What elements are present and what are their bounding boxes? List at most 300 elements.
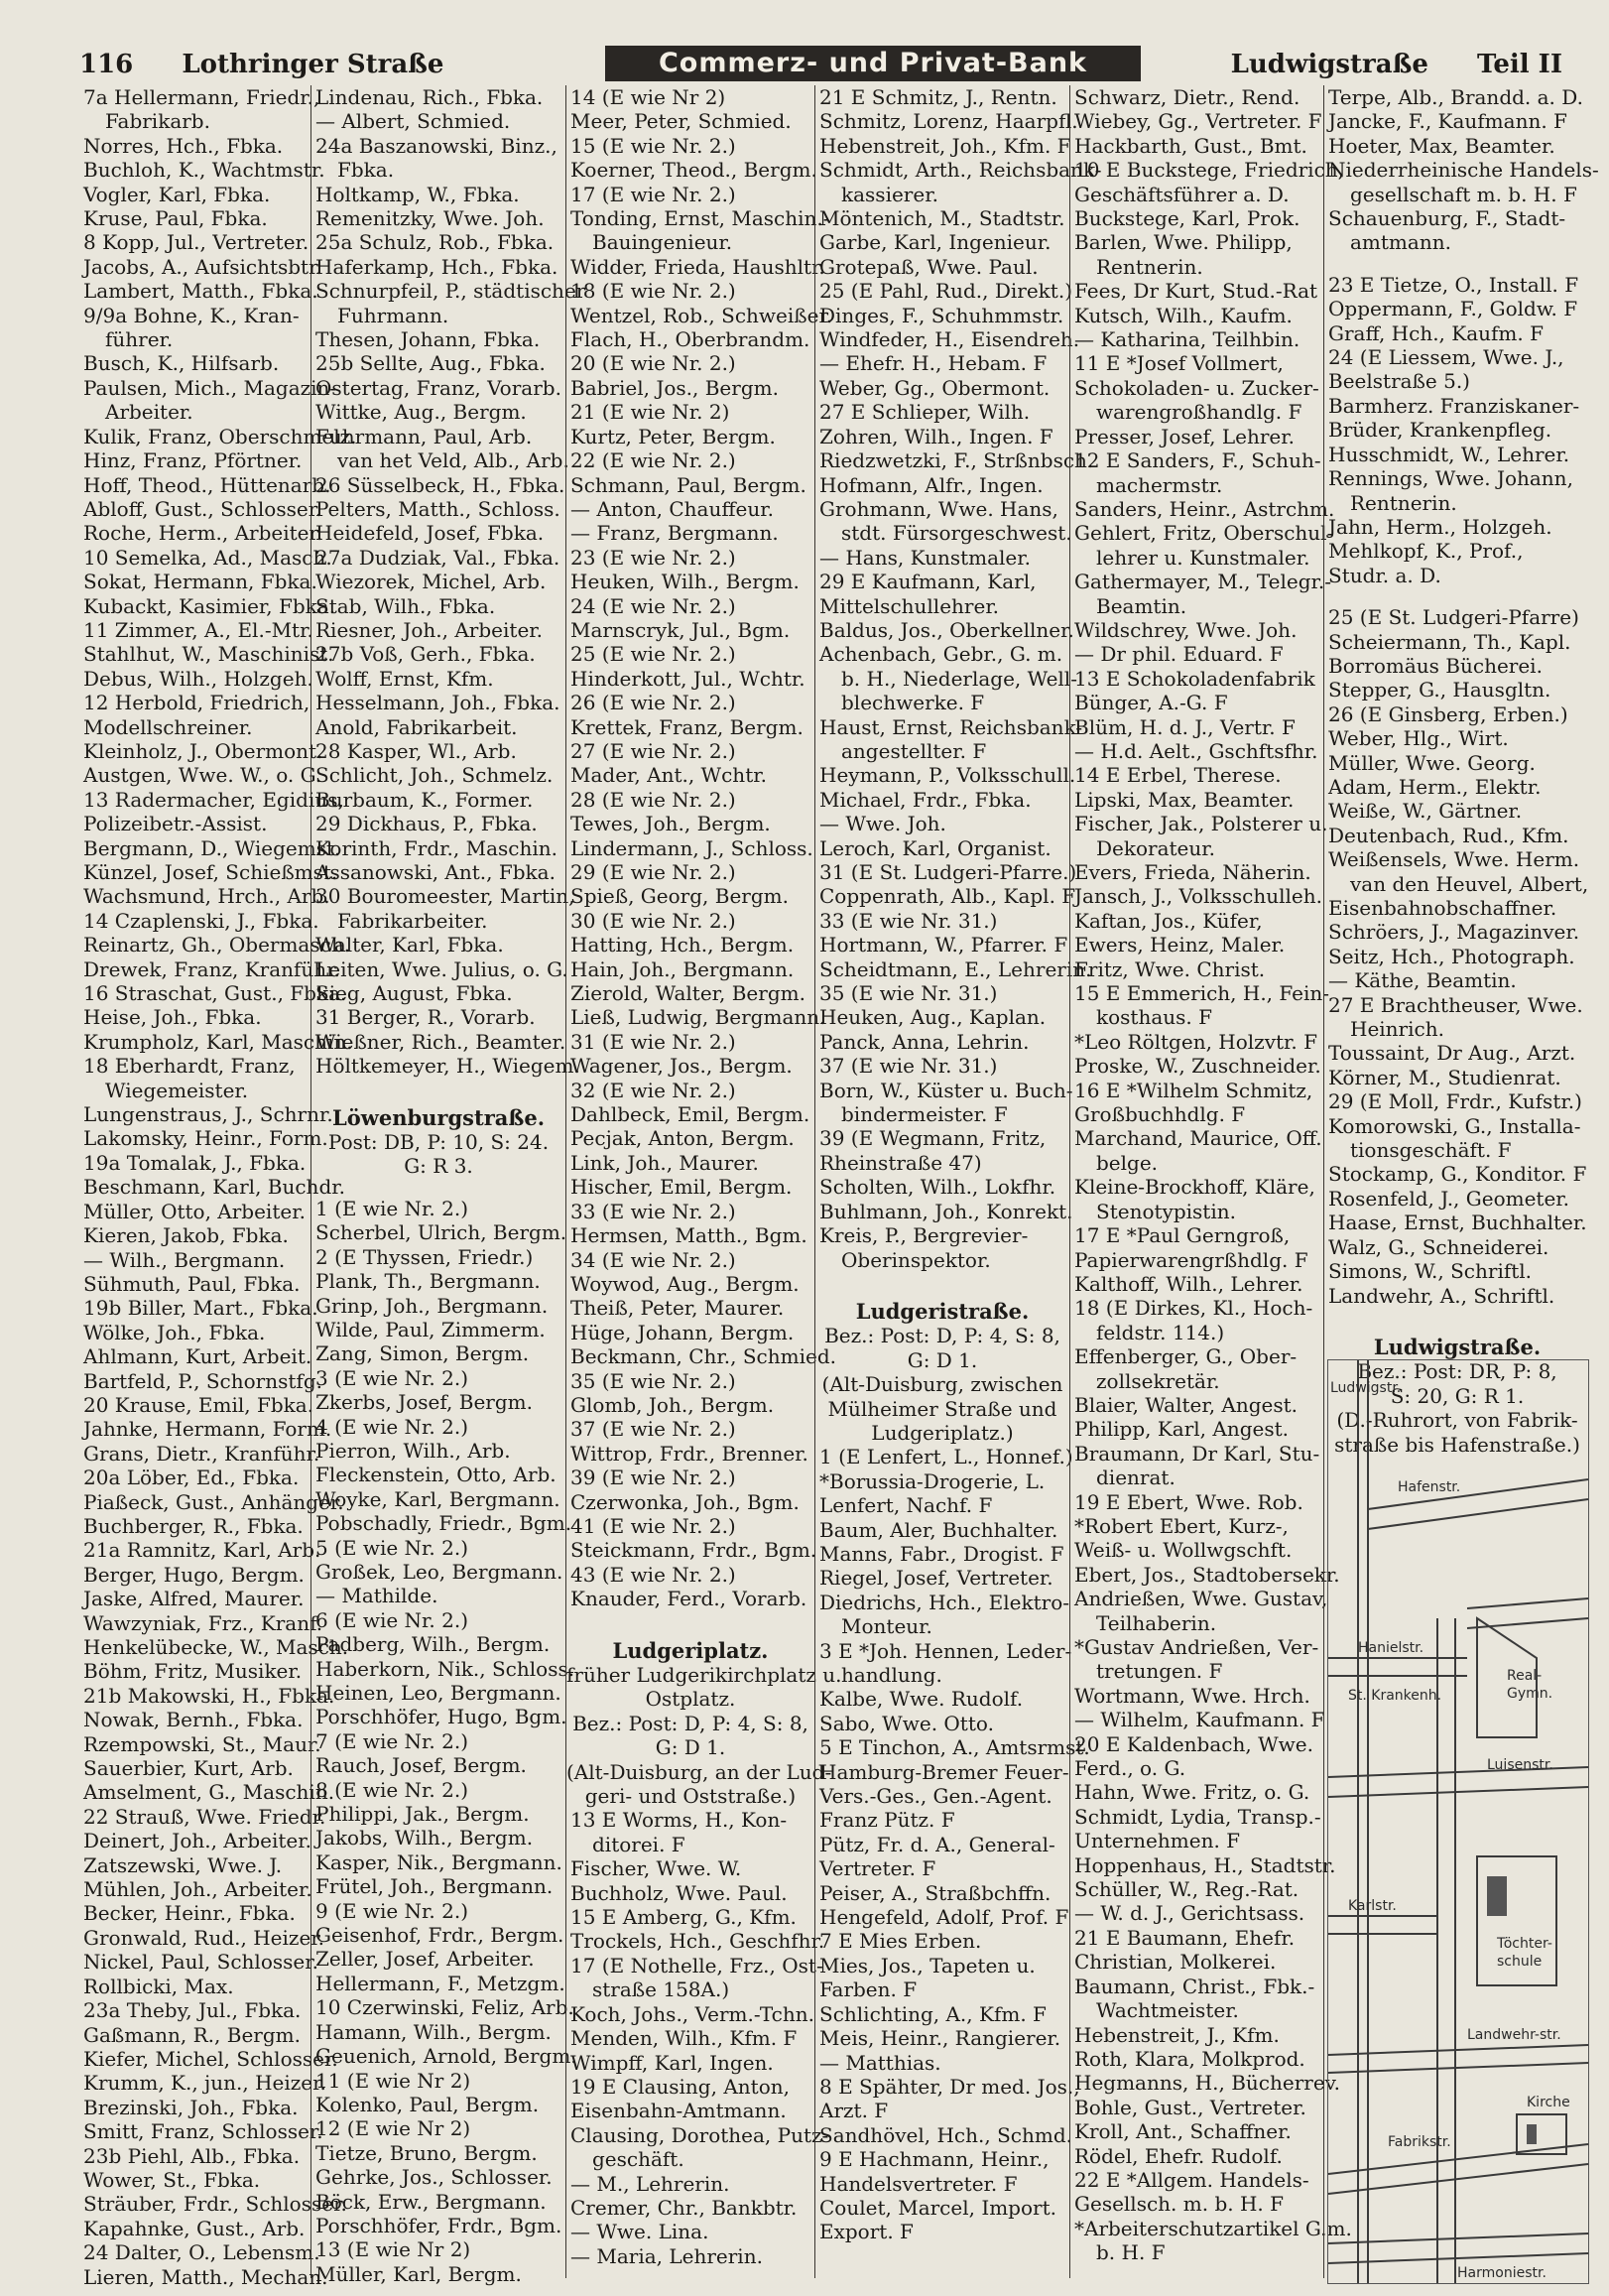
directory-entry: 30 Bouromeester, Martin, — [315, 884, 575, 909]
directory-entry: Riesner, Joh., Arbeiter. — [315, 617, 543, 642]
directory-entry: 23 E Tietze, O., Install. F — [1328, 272, 1579, 297]
directory-entry: Böhm, Fritz, Musiker. — [83, 1659, 303, 1684]
directory-entry: Hackbarth, Gust., Bmt. — [1074, 133, 1307, 158]
directory-entry: *Arbeiterschutzartikel G.m. — [1074, 2216, 1352, 2240]
directory-entry: Hamburg-Bremer Feuer- — [819, 1759, 1069, 1784]
directory-entry: kassierer. — [841, 182, 938, 206]
directory-entry: 7 (E wie Nr. 2.) — [315, 1728, 469, 1753]
directory-entry: Hebenstreit, Joh., Kfm. F — [819, 133, 1071, 158]
directory-entry: Wachsmund, Hrch., Arb. — [83, 884, 330, 909]
directory-entry: Proske, W., Zuschneider. — [1074, 1054, 1321, 1079]
page-header — [79, 46, 1562, 85]
directory-entry: Lambert, Matth., Fbka. — [83, 279, 318, 304]
directory-entry: 31 (E wie Nr. 2.) — [570, 1029, 736, 1054]
directory-entry: dienrat. — [1096, 1466, 1176, 1490]
directory-entry: Hebenstreit, J., Kfm. — [1074, 2022, 1280, 2047]
directory-entry: Geisenhof, Frdr., Bergm. — [315, 1923, 564, 1948]
directory-entry: Dinges, F., Schuhmmstr. — [819, 303, 1064, 327]
directory-entry: Roche, Herm., Arbeiter. — [83, 521, 323, 546]
directory-entry: 14 (E wie Nr 2) — [570, 85, 726, 109]
directory-entry: Pierron, Wilh., Arb. — [315, 1438, 511, 1463]
directory-entry: tretungen. F — [1096, 1659, 1223, 1684]
directory-entry: Busch, K., Hilfsarb. — [83, 351, 280, 376]
directory-entry: — Wwe. Joh. — [819, 812, 946, 836]
directory-entry: Gaßmann, R., Bergm. — [83, 2022, 301, 2047]
directory-entry: Frütel, Joh., Bergmann. — [315, 1874, 554, 1899]
directory-entry: Porschhöfer, Hugo, Bgm. — [315, 1705, 567, 1729]
directory-entry: Eisenbahnobschaffner. — [1328, 896, 1557, 920]
directory-entry: Hüge, Johann, Bergm. — [570, 1320, 795, 1344]
directory-entry: — Wilh., Bergmann. — [83, 1247, 286, 1272]
directory-entry: Barlen, Wwe. Philipp, — [1074, 230, 1293, 255]
directory-entry: 2 (E Thyssen, Friedr.) — [315, 1244, 534, 1269]
column-3 — [565, 85, 842, 2278]
directory-entry: 23a Theby, Jul., Fbka. — [83, 1998, 302, 2023]
street-heading: Ludgeriplatz. — [612, 1637, 769, 1663]
directory-entry: Rzempowski, St., Maur. — [83, 1731, 321, 1756]
directory-entry: führer. — [105, 327, 174, 352]
directory-entry: Gehlert, Fritz, Oberschul- — [1074, 521, 1334, 546]
directory-entry: Evers, Frieda, Näherin. — [1074, 860, 1311, 884]
directory-entry: Walz, G., Schneiderei. — [1328, 1234, 1549, 1259]
directory-entry: Schlicht, Joh., Schmelz. — [315, 763, 554, 788]
directory-entry: Hinderkott, Jul., Wchtr. — [570, 666, 805, 691]
directory-entry: bindermeister. F — [841, 1102, 1008, 1127]
directory-entry: Sieg, August, Fbka. — [315, 981, 513, 1006]
directory-entry: 31 Berger, R., Vorarb. — [315, 1005, 536, 1030]
directory-entry: Niederrheinische Handels- — [1328, 158, 1599, 183]
directory-entry: Peiser, A., Straßbchffn. — [819, 1880, 1052, 1905]
street-info: (Alt-Duisburg, an der Lud- — [566, 1759, 832, 1784]
map-label-schule: schule — [1497, 1954, 1543, 1970]
directory-entry: Mittelschullehrer. — [819, 593, 1000, 618]
directory-entry: Achenbach, Gebr., G. m. — [819, 642, 1063, 667]
directory-entry: tionsgeschäft. F — [1350, 1138, 1512, 1163]
directory-entry: Fritz, Wwe. Christ. — [1074, 957, 1266, 981]
directory-entry: Geschäftsführer a. D. — [1074, 182, 1290, 206]
directory-entry: *Borussia-Drogerie, L. — [819, 1468, 1046, 1493]
directory-entry: 12 Herbold, Friedrich, — [83, 691, 310, 715]
directory-entry: Hinz, Franz, Pförtner. — [83, 448, 303, 473]
directory-entry: Fabrikarbeiter. — [337, 908, 488, 933]
directory-entry: Buhlmann, Joh., Konrekt. — [819, 1199, 1073, 1223]
directory-entry: Hermsen, Matth., Bgm. — [570, 1223, 807, 1248]
directory-entry: Buckstege, Karl, Prok. — [1074, 206, 1300, 231]
directory-entry: Remenitzky, Wwe. Joh. — [315, 206, 545, 231]
directory-entry: 39 (E wie Nr. 2.) — [570, 1466, 736, 1490]
directory-entry: 18 (E Dirkes, Kl., Hoch- — [1074, 1296, 1313, 1321]
directory-entry: Höltkemeyer, H., Wiegem. — [315, 1054, 580, 1079]
directory-entry: Hoppenhaus, H., Stadtstr. — [1074, 1852, 1336, 1877]
directory-entry: 35 (E wie Nr. 2.) — [570, 1368, 736, 1393]
directory-entry: stdt. Fürsorgeschwest. — [841, 521, 1072, 546]
directory-entry: Arbeiter. — [105, 400, 193, 425]
directory-entry: Dekorateur. — [1096, 835, 1215, 860]
directory-entry: 19 E Ebert, Wwe. Rob. — [1074, 1489, 1303, 1514]
directory-entry: 19b Biller, Mart., Fbka. — [83, 1296, 318, 1321]
directory-entry: Brüder, Krankenpfleg. — [1328, 418, 1552, 443]
directory-entry: 17 E *Paul Gerngroß, — [1074, 1223, 1291, 1248]
directory-entry: 3 (E wie Nr. 2.) — [315, 1365, 469, 1390]
directory-entry: Franz Pütz. F — [819, 1808, 955, 1833]
directory-entry: Hesselmann, Joh., Fbka. — [315, 691, 560, 715]
part-label: Teil II — [1476, 50, 1562, 79]
directory-entry: 18 (E wie Nr. 2.) — [570, 279, 736, 304]
directory-entry: 20 Krause, Emil, Fbka. — [83, 1392, 314, 1417]
directory-entry: Fuhrmann. — [337, 303, 449, 327]
directory-entry: Teilhaberin. — [1096, 1610, 1217, 1635]
directory-entry: *Gustav Andrießen, Ver- — [1074, 1635, 1319, 1659]
directory-entry: Scheidtmann, E., Lehrerin. — [819, 957, 1092, 981]
directory-entry: Schmidt, Arth., Reichsbank- — [819, 158, 1102, 183]
directory-entry: machermstr. — [1096, 472, 1223, 497]
directory-entry: Hegmanns, H., Bücherrev. — [1074, 2071, 1340, 2096]
directory-entry: Plank, Th., Bergmann. — [315, 1269, 541, 1294]
directory-entry: Austgen, Wwe. W., o. G. — [83, 763, 322, 788]
directory-entry: Fbka. — [337, 158, 395, 183]
directory-entry: — Wilhelm, Kaufmann. F — [1074, 1708, 1325, 1732]
directory-entry: Gehrke, Jos., Schlosser. — [315, 2165, 553, 2190]
directory-entry: Handelsvertreter. F — [819, 2171, 1018, 2196]
directory-entry: 10 Czerwinski, Feliz, Arb. — [315, 1995, 574, 2020]
directory-entry: Anold, Fabrikarbeit. — [315, 714, 518, 739]
directory-entry: 19a Tomalak, J., Fbka. — [83, 1150, 307, 1175]
directory-entry: Babriel, Jos., Bergm. — [570, 375, 779, 400]
map-label-hafenstr: Hafenstr. — [1398, 1479, 1461, 1495]
directory-entry: 22 E *Allgem. Handels- — [1074, 2167, 1309, 2192]
directory-entry: 19 E Clausing, Anton, — [570, 2074, 790, 2099]
directory-entry: Terpe, Alb., Brandd. a. D. — [1328, 85, 1583, 109]
directory-entry: Rentnerin. — [1350, 490, 1457, 515]
directory-entry: Kleinholz, J., Obermont. — [83, 738, 323, 763]
directory-entry: Weiße, W., Gärtner. — [1328, 799, 1523, 824]
directory-entry: 21 E Baumann, Ehefr. — [1074, 1925, 1296, 1950]
directory-entry: Hahn, Wwe. Fritz, o. G. — [1074, 1780, 1310, 1805]
directory-entry: 29 (E Moll, Frdr., Kufstr.) — [1328, 1089, 1582, 1114]
map-label-luisenstr: Luisenstr. — [1487, 1757, 1553, 1773]
directory-entry: Oberinspektor. — [841, 1247, 991, 1272]
spacer — [566, 1611, 814, 1629]
directory-entry: warengroßhandlg. F — [1096, 400, 1302, 425]
directory-entry: — Maria, Lehrerin. — [570, 2243, 763, 2268]
directory-entry: ditorei. F — [592, 1832, 685, 1856]
directory-entry: 6 (E wie Nr. 2.) — [315, 1607, 469, 1632]
directory-entry: Paulsen, Mich., Magazin- — [83, 375, 337, 400]
spacer — [815, 1272, 1069, 1290]
directory-entry: Buchloh, K., Wachtmstr. — [83, 158, 325, 183]
directory-entry: 23b Piehl, Alb., Fbka. — [83, 2143, 301, 2168]
map-label-gymn: Gymn. — [1507, 1686, 1553, 1702]
directory-entry: 27 (E wie Nr. 2.) — [570, 738, 736, 763]
directory-entry: Flach, H., Oberbrandm. — [570, 327, 810, 352]
directory-entry: 8 (E wie Nr. 2.) — [315, 1777, 469, 1802]
directory-entry: Woyke, Karl, Bergmann. — [315, 1486, 560, 1511]
header-right — [1231, 50, 1562, 79]
directory-entry: Müller, Wwe. Georg. — [1328, 750, 1536, 775]
directory-entry: Debus, Wilh., Holzgeh. — [83, 666, 313, 691]
directory-entry: Porschhöfer, Frdr., Bgm. — [315, 2213, 562, 2237]
directory-entry: Scherbel, Ulrich, Bergm. — [315, 1220, 567, 1245]
directory-entry: Graff, Hch., Kaufm. F — [1328, 320, 1544, 345]
directory-entry: Tewes, Joh., Bergm. — [570, 812, 771, 836]
directory-entry: Effenberger, G., Ober- — [1074, 1344, 1298, 1369]
street-info: Post: DB, P: 10, S: 24. — [327, 1130, 550, 1155]
street-info: G: D 1. — [907, 1347, 978, 1372]
directory-entry: Norres, Hch., Fbka. — [83, 133, 284, 158]
directory-entry: Baldus, Jos., Oberkellner. — [819, 617, 1074, 642]
directory-entry: Grinp, Joh., Bergmann. — [315, 1293, 549, 1318]
directory-entry: Jakobs, Wilh., Bergm. — [315, 1826, 534, 1850]
directory-entry: Kolenko, Paul, Bergm. — [315, 2092, 540, 2116]
directory-entry: 11 Zimmer, A., El.-Mtr. — [83, 617, 313, 642]
directory-entry: Berger, Hugo, Bergm. — [83, 1562, 305, 1587]
directory-entry: Rödel, Ehefr. Rudolf. — [1074, 2143, 1283, 2168]
directory-entry: Landwehr, A., Schriftl. — [1328, 1283, 1555, 1308]
street-map-drawing — [1328, 1360, 1588, 2283]
directory-entry: Kubackt, Kasimier, Fbka. — [83, 593, 336, 618]
directory-entry: Schmidt, Lydia, Transp.- — [1074, 1804, 1321, 1829]
directory-entry: Meis, Heinr., Rangierer. — [819, 2026, 1061, 2051]
directory-entry: Großek, Leo, Bergmann. — [315, 1559, 563, 1584]
directory-entry: 17 (E Nothelle, Frz., Ost- — [570, 1953, 823, 1977]
directory-entry: Sträuber, Frdr., Schlosser. — [83, 2192, 347, 2217]
directory-entry: 35 (E wie Nr. 31.) — [819, 981, 998, 1006]
directory-entry: Simons, W., Schriftl. — [1328, 1259, 1533, 1284]
directory-entry: Krettek, Franz, Bergm. — [570, 714, 804, 739]
map-label-krankenhaus: St. Krankenh. — [1348, 1688, 1442, 1704]
directory-entry: — Wwe. Lina. — [570, 2220, 709, 2244]
directory-entry: Zkerbs, Josef, Bergm. — [315, 1390, 533, 1415]
directory-entry: Zierold, Walter, Bergm. — [570, 981, 805, 1006]
map-label-hanielstr: Hanielstr. — [1358, 1640, 1424, 1656]
directory-entry: Arzt. F — [819, 2099, 889, 2123]
street-info: straße bis Hafenstraße.) — [1334, 1432, 1580, 1457]
directory-entry: Lenfert, Nachf. F — [819, 1493, 993, 1518]
directory-entry: 32 (E wie Nr. 2.) — [570, 1078, 736, 1102]
directory-entry: Wiezorek, Michel, Arb. — [315, 570, 547, 594]
directory-entry: Stockamp, G., Konditor. F — [1328, 1162, 1587, 1187]
directory-entry: 25b Sellte, Aug., Fbka. — [315, 351, 546, 376]
directory-entry: Deinert, Joh., Arbeiter. — [83, 1829, 311, 1853]
directory-entry: Lipski, Max, Beamter. — [1074, 787, 1295, 812]
directory-entry: Zeller, Josef, Arbeiter. — [315, 1947, 535, 1972]
directory-entry: Assanowski, Ant., Fbka. — [315, 860, 556, 884]
directory-entry: Fleckenstein, Otto, Arb. — [315, 1463, 557, 1487]
directory-entry: Baumann, Christ., Fbk.- — [1074, 1974, 1315, 1998]
directory-entry: 21a Ramnitz, Karl, Arb. — [83, 1538, 321, 1563]
directory-entry: 22 Strauß, Wwe. Friedr. — [83, 1804, 326, 1829]
directory-entry: Fees, Dr Kurt, Stud.-Rat — [1074, 279, 1318, 304]
directory-entry: Kapahnke, Gust., Arb. — [83, 2216, 306, 2240]
map-label-real: Real- — [1507, 1668, 1543, 1684]
directory-entry: feldstr. 114.) — [1096, 1320, 1225, 1344]
directory-entry: Studr. a. D. — [1328, 563, 1441, 587]
directory-entry: Export. F — [819, 2220, 914, 2244]
directory-entry: 16 E *Wilhelm Schmitz, — [1074, 1078, 1313, 1102]
header-left — [79, 50, 443, 79]
directory-entry: Körner, M., Studienrat. — [1328, 1065, 1561, 1089]
directory-entry: 39 (E Wegmann, Fritz, — [819, 1126, 1047, 1151]
directory-entry: Philippi, Jak., Bergm. — [315, 1802, 530, 1827]
directory-entry: Jaske, Alfred, Maurer. — [83, 1587, 305, 1611]
directory-entry: 13 E Schokoladenfabrik — [1074, 666, 1315, 691]
directory-entry: Monteur. — [841, 1614, 932, 1639]
directory-entry: Mühlen, Joh., Arbeiter. — [83, 1877, 312, 1902]
directory-entry: Hatting, Hch., Bergm. — [570, 933, 795, 957]
directory-entry: Sandhövel, Hch., Schmd. — [819, 2122, 1072, 2147]
directory-entry: Marchand, Maurice, Off. — [1074, 1126, 1322, 1151]
spacer — [1324, 587, 1590, 605]
directory-entry: Trockels, Hch., Geschfhr. — [570, 1929, 825, 1954]
directory-entry: Kasper, Nik., Bergmann. — [315, 1850, 562, 1874]
directory-entry: Sühmuth, Paul, Fbka. — [83, 1271, 301, 1296]
directory-entry: Amselment, G., Maschin. — [83, 1780, 335, 1805]
directory-entry: Rentnerin. — [1096, 254, 1203, 279]
street-info: Bez.: Post: D, P: 4, S: 8, — [824, 1324, 1060, 1348]
directory-entry: — W. d. J., Gerichtsass. — [1074, 1901, 1305, 1926]
directory-entry: Mehlkopf, K., Prof., — [1328, 539, 1524, 564]
street-info: Ostplatz. — [645, 1687, 736, 1712]
directory-entry: Ahlmann, Kurt, Arbeit. — [83, 1344, 312, 1369]
spacer — [1324, 1308, 1590, 1326]
directory-entry: 9 E Hachmann, Heinr., — [819, 2147, 1050, 2172]
directory-entry: Panck, Anna, Lehrin. — [819, 1029, 1030, 1054]
directory-entry: Knauder, Ferd., Vorarb. — [570, 1587, 807, 1611]
directory-entry: Rennings, Wwe. Johann, — [1328, 466, 1573, 491]
directory-entry: Adam, Herm., Elektr. — [1328, 774, 1542, 799]
directory-entry: 28 (E wie Nr. 2.) — [570, 787, 736, 812]
directory-entry: 1 (E Lenfert, L., Honnef.) — [819, 1445, 1073, 1469]
directory-entry: Jacobs, A., Aufsichtsbtr. — [83, 254, 322, 279]
directory-entry: Grans, Dietr., Kranführ. — [83, 1441, 320, 1466]
directory-entry: 21 (E wie Nr. 2) — [570, 400, 730, 425]
directory-entry: Zang, Simon, Bergm. — [315, 1341, 530, 1366]
directory-entry: Clausing, Dorothea, Putz- — [570, 2122, 829, 2147]
directory-entry: Seitz, Hch., Photograph. — [1328, 944, 1575, 968]
directory-entry: 10 Semelka, Ad., Masch. — [83, 545, 332, 570]
directory-entry: 27 E Schlieper, Wilh. — [819, 400, 1031, 425]
directory-entry: Stepper, G., Hausgltn. — [1328, 678, 1551, 702]
directory-entry: van het Veld, Alb., Arb. — [337, 448, 569, 473]
directory-entry: Weber, Hlg., Wirt. — [1328, 726, 1509, 751]
directory-entry: Presser, Josef, Lehrer. — [1074, 424, 1295, 448]
directory-entry: 13 Radermacher, Egidius, — [83, 787, 344, 812]
directory-entry: Riedzwetzki, F., Strßnbsch. — [819, 448, 1094, 473]
directory-entry: Fuhrmann, Paul, Arb. — [315, 424, 533, 448]
directory-entry: Blaier, Walter, Angest. — [1074, 1392, 1299, 1417]
directory-entry: Reinartz, Gh., Obermasch. — [83, 933, 351, 957]
street-info: Mülheimer Straße und — [827, 1396, 1057, 1421]
directory-entry: 8 Kopp, Jul., Vertreter. — [83, 230, 309, 255]
directory-entry: Michael, Frdr., Fbka. — [819, 787, 1032, 812]
directory-entry: Hain, Joh., Bergmann. — [570, 957, 795, 981]
directory-entry: Tonding, Ernst, Maschin.- — [570, 206, 830, 231]
directory-entry: 27a Dudziak, Val., Fbka. — [315, 545, 560, 570]
directory-entry: gesellschaft m. b. H. F — [1350, 182, 1577, 206]
directory-entry: Jancke, F., Kaufmann. F — [1328, 109, 1567, 134]
directory-entry: 26 (E Ginsberg, Erben.) — [1328, 702, 1568, 726]
directory-entry: Coppenrath, Alb., Kapl. F — [819, 884, 1076, 909]
map-label-harmoniestr: Harmoniestr. — [1457, 2265, 1547, 2281]
column-5 — [1069, 85, 1352, 2278]
directory-entry: 15 (E wie Nr. 2.) — [570, 133, 736, 158]
directory-entry: Wagener, Jos., Bergm. — [570, 1054, 793, 1079]
directory-entry: Kulik, Franz, Oberschmelz. — [83, 424, 357, 448]
directory-entry: Borromäus Bücherei. — [1328, 653, 1543, 678]
directory-entry: Wiebey, Gg., Vertreter. F — [1074, 109, 1322, 134]
directory-entry: Marnscryk, Jul., Bgm. — [570, 617, 791, 642]
directory-entry: 41 (E wie Nr. 2.) — [570, 1513, 736, 1538]
directory-entry: 21 E Schmitz, J., Rentn. — [819, 85, 1057, 109]
map-label-kirche: Kirche — [1527, 2095, 1570, 2110]
directory-entry: Zatszewski, Wwe. J. — [83, 1852, 283, 1877]
street-info: Bez.: Post: DR, P: 8, — [1357, 1359, 1557, 1384]
directory-entry: Koerner, Theod., Bergm. — [570, 158, 817, 183]
directory-entry: Oppermann, F., Goldw. F — [1328, 297, 1578, 321]
directory-entry: Rosenfeld, J., Geometer. — [1328, 1186, 1570, 1211]
column-2 — [310, 85, 586, 2286]
directory-entry: — Katharina, Teilhbin. — [1074, 327, 1300, 352]
directory-entry: 18 Eberhardt, Franz, — [83, 1054, 296, 1079]
directory-entry: 25 (E Pahl, Rud., Direkt.) — [819, 279, 1072, 304]
street-heading: Löwenburgstraße. — [332, 1104, 545, 1130]
directory-entry: Schüller, W., Reg.-Rat. — [1074, 1877, 1300, 1902]
directory-entry: Müller, Otto, Arbeiter. — [83, 1199, 306, 1223]
street-info: G: D 1. — [655, 1735, 726, 1760]
directory-entry: Wolff, Ernst, Kfm. — [315, 666, 494, 691]
map-label-toechter: Töchter- — [1497, 1936, 1552, 1952]
directory-entry: Lindenau, Rich., Fbka. — [315, 85, 544, 109]
directory-entry: Wittke, Aug., Bergm. — [315, 400, 527, 425]
directory-entry: Heinen, Leo, Bergmann. — [315, 1681, 561, 1705]
directory-entry: Lindermann, J., Schloss. — [570, 835, 813, 860]
directory-entry: Buchberger, R., Fbka. — [83, 1513, 304, 1538]
map-label-karlstr: Karlstr. — [1348, 1898, 1397, 1914]
directory-entry: Kutsch, Wilh., Kaufm. — [1074, 303, 1293, 327]
directory-entry: Heise, Joh., Fbka. — [83, 1005, 262, 1030]
directory-entry: Mies, Jos., Tapeten u. — [819, 1953, 1036, 1977]
directory-entry: Hischer, Emil, Bergm. — [570, 1175, 793, 1200]
directory-entry: straße 158A.) — [592, 1977, 730, 2002]
directory-entry: b. H., Niederlage, Well- — [841, 666, 1077, 691]
directory-entry: 15 E Emmerich, H., Fein- — [1074, 981, 1330, 1006]
directory-entry: amtmann. — [1350, 230, 1451, 255]
directory-entry: Toussaint, Dr Aug., Arzt. — [1328, 1041, 1576, 1066]
directory-entry: 7 E Mies Erben. — [819, 1929, 982, 1954]
directory-entry: Kieren, Jakob, Fbka. — [83, 1223, 289, 1248]
directory-entry: 25 (E St. Ludgeri-Pfarre) — [1328, 605, 1579, 630]
directory-entry: Gesellsch. m. b. H. F — [1074, 2192, 1284, 2217]
directory-entry: Kalthoff, Wilh., Lehrer. — [1074, 1271, 1303, 1296]
directory-entry: Weiß- u. Wollwgschft. — [1074, 1538, 1293, 1563]
street-info: Bez.: Post: D, P: 4, S: 8, — [572, 1711, 808, 1735]
directory-entry: 13 (E wie Nr 2) — [315, 2237, 471, 2262]
directory-entry: *Robert Ebert, Kurz-, — [1074, 1513, 1289, 1538]
directory-entry: Großbuchhdlg. F — [1074, 1102, 1246, 1127]
directory-entry: 12 (E wie Nr 2) — [315, 2116, 471, 2141]
directory-entry: 16 Straschat, Gust., Fbka. — [83, 981, 347, 1006]
directory-entry: Rauch, Josef, Bergm. — [315, 1753, 527, 1778]
directory-entry: Meer, Peter, Schmied. — [570, 109, 792, 134]
directory-entry: Vertreter. F — [819, 1856, 936, 1881]
directory-entry: — H.d. Aelt., Gschftsfhr. — [1074, 738, 1318, 763]
directory-entry: 10 E Buckstege, Friedrich, — [1074, 158, 1345, 183]
directory-entry: Vogler, Karl, Fbka. — [83, 182, 271, 206]
directory-entry: Koch, Johs., Verm.-Tchn. — [570, 2001, 814, 2026]
directory-entry: — Albert, Schmied. — [315, 109, 511, 134]
directory-entry: Ferd., o. G. — [1074, 1756, 1186, 1781]
directory-entry: Manns, Fabr., Drogist. F — [819, 1541, 1064, 1566]
